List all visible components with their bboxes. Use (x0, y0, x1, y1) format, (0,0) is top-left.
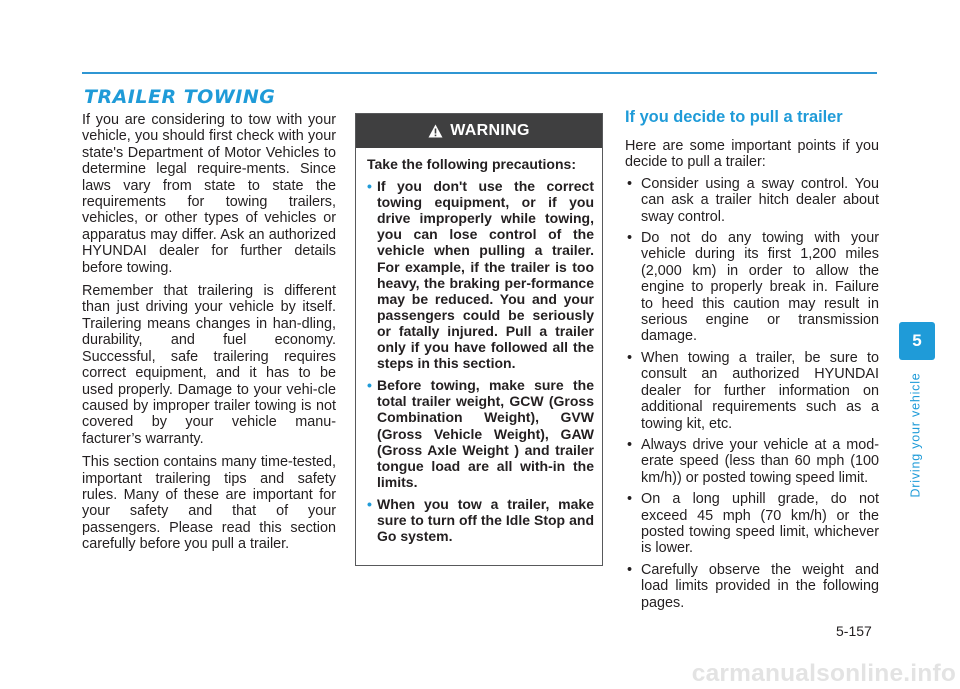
warning-item: • Before towing, make sure the total trailer weight, GCW (Gross Combination Weight), GVW (Gross Vehicle Weight), GAW (Gross Axle Weight ) and trailer tongue load are all with-in the limits. (367, 377, 594, 490)
watermark-text: carmanualsonline.info (691, 660, 956, 687)
tip-item: • Always drive your vehicle at a mod-erate speed (less than 60 mph (100 km/h)) or posted towing speed limit. (625, 437, 879, 486)
top-rule (82, 72, 877, 74)
subsection-heading: If you decide to pull a trailer (625, 108, 843, 126)
warning-title: WARNING (450, 122, 530, 139)
section-title: TRAILER TOWING (84, 86, 276, 108)
warning-box (355, 113, 603, 566)
tip-item: • On a long uphill grade, do not exceed 45 mph (70 km/h) or the posted towing speed limit, whichever is lower. (625, 491, 879, 557)
tips-list (625, 176, 879, 611)
chapter-number-tab: 5 (899, 322, 935, 360)
section-info-paragraph: This section contains many time-tested, important trailering tips and safety rules. Many of these are important for your safety and that of your passengers. Please read this section carefully before you pull a trailer. (82, 454, 336, 553)
tip-item: • When towing a trailer, be sure to consult an authorized HYUNDAI dealer for further information on additional requirements such as a towing kit, etc. (625, 350, 879, 432)
warning-item: • When you tow a trailer, make sure to turn off the Idle Stop and Go system. (367, 496, 594, 544)
warning-list (367, 178, 594, 544)
chapter-label-text: Driving your vehicle (909, 372, 924, 498)
intro-paragraph: If you are considering to tow with your vehicle, you should first check with your state's Department of Motor Vehicles to determine legal require-ments. Since laws vary from state to state the requirements for towing trailers, vehicles, or other types of vehicles or apparatus may differ. Ask an authorized HYUNDAI dealer for further details before towing. (82, 112, 336, 276)
warning-triangle-icon (428, 124, 443, 138)
tip-item: • Consider using a sway control. You can ask a trailer hitch dealer about sway control. (625, 176, 879, 225)
chapter-label (888, 372, 944, 498)
tip-item: • Do not do any towing with your vehicle during its first 1,200 miles (2,000 km) in order to allow the engine to properly break in. Failure to heed this caution may result in serious engine or transmission damage. (625, 230, 879, 345)
page-number: 5-157 (836, 623, 872, 639)
warning-intro: Take the following precautions: (367, 156, 576, 172)
right-column (625, 108, 879, 616)
trailering-paragraph: Remember that trailering is different than just driving your vehicle by itself. Trailering means changes in han-dling, durability, and fuel economy. Successful, safe trailering requires correct equipment, and it has to be used properly. Damage to your vehi-cle caused by improper trailer towing is not covered by your vehicle manu-facturer’s warranty. (82, 283, 336, 447)
left-column (82, 112, 336, 560)
warning-body (356, 148, 602, 544)
warning-item: • If you don't use the correct towing equipment, or if you drive improperly while towing, you can lose control of the vehicle when pulling a trailer. For example, if the trailer is too heavy, the braking per-formance may be reduced. You and your passengers could be seriously or fatally injured. Pull a trailer only if you have followed all the steps in this section. (367, 178, 594, 371)
warning-header (356, 114, 602, 148)
tip-item: • Carefully observe the weight and load limits provided in the following pages. (625, 562, 879, 611)
subsection-intro: Here are some important points if you decide to pull a trailer: (625, 138, 879, 171)
